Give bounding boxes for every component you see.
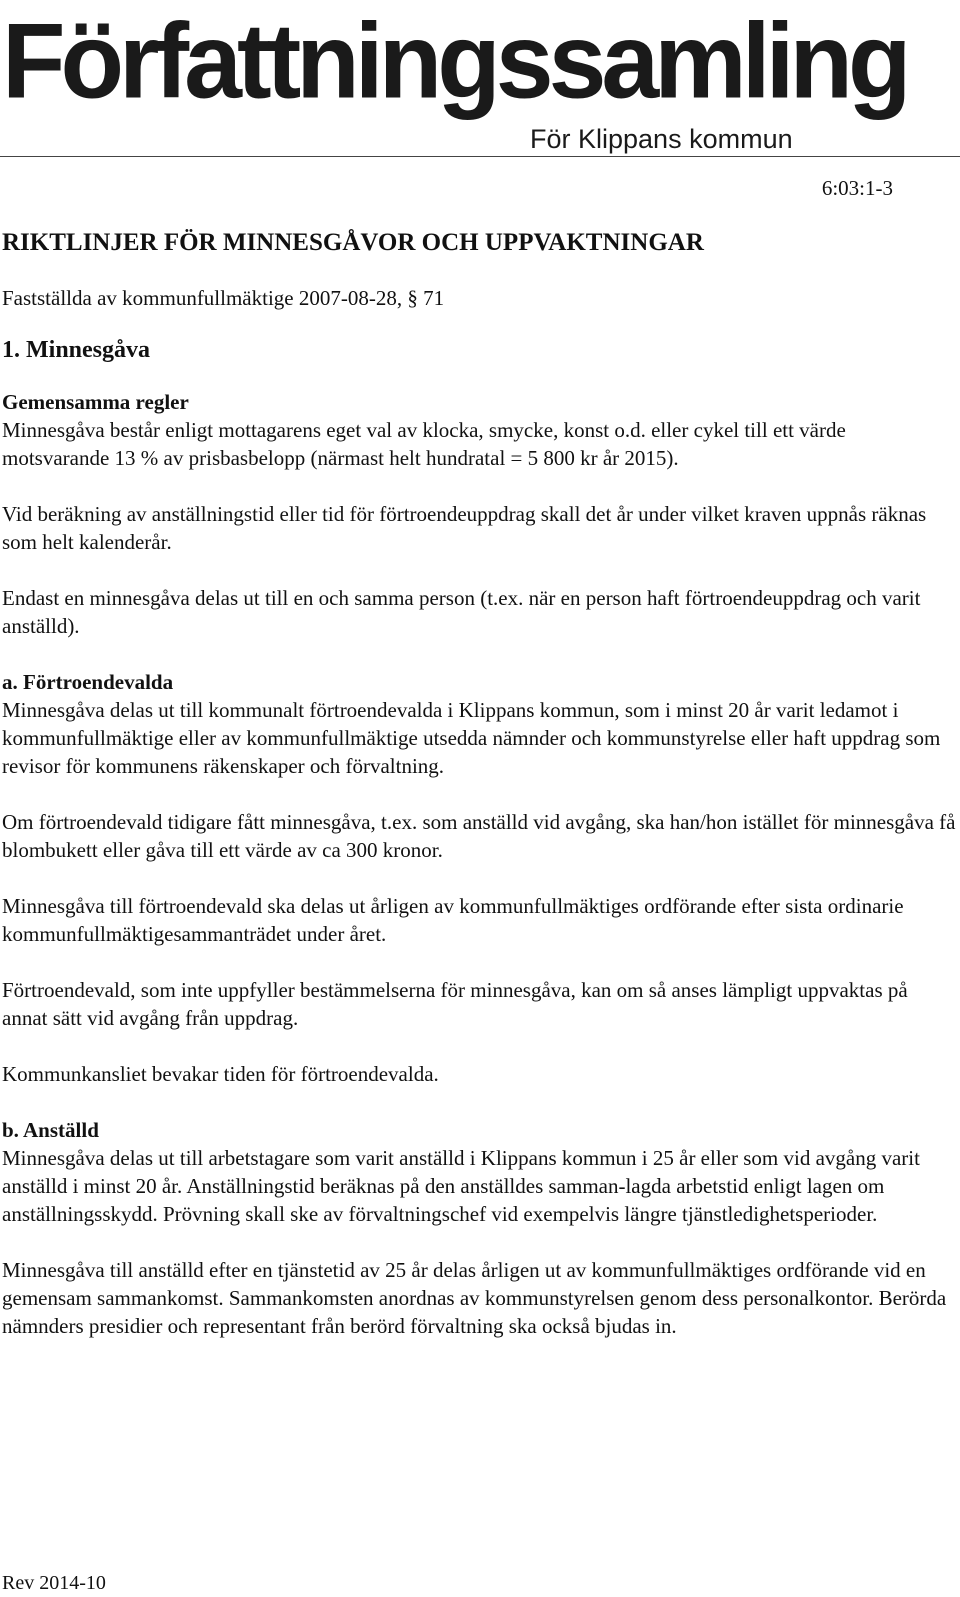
section-a-heading: a. Förtroendevalda <box>2 670 174 694</box>
common-rules-heading: Gemensamma regler <box>2 390 189 414</box>
section-a-paragraph-5: Kommunkansliet bevakar tiden för förtroendevalda. <box>2 1062 439 1086</box>
section-b-paragraph-2: Minnesgåva till anställd efter en tjänstetid av 25 år delas årligen ut av kommunfullmäktiges ordförande vid en gemensam sammankomst. Sammankomsten anordnas av kommunstyrelsen genom dess personalkontor. Berörda nämnders presidier och representant från berörd förvaltning ska också bjudas in. <box>2 1258 947 1338</box>
section-a-paragraph-4: Förtroendevald, som inte uppfyller bestämmelserna för minnesgåva, kan om så anses lämpligt uppvaktas på annat sätt vid avgång från uppdrag. <box>2 978 908 1030</box>
revision-footer: Rev 2014-10 <box>2 1572 106 1594</box>
section-b-heading: b. Anställd <box>2 1118 99 1142</box>
section-a-paragraph-3: Minnesgåva till förtroendevald ska delas ut årligen av kommunfullmäktiges ordförande efter sista ordinarie kommunfullmäktigesammanträdet under året. <box>2 894 904 946</box>
logo-title: Författningssamling <box>2 1 907 122</box>
document-body <box>2 226 956 1368</box>
logo-subtitle: För Klippans kommun <box>530 124 793 154</box>
section-b-paragraph-1: Minnesgåva delas ut till arbetstagare som varit anställd i Klippans kommun i 25 år eller som vid avgång varit anställd i minst 20 år. Anställningstid beräknas på den anställdes samman-lagda arbetstid enligt lagen om anställningsskydd. Prövning skall ske av förvaltningschef vid exempelvis längre tjänstledighetsperioder. <box>2 1146 920 1226</box>
document-number: 6:03:1-3 <box>821 176 893 200</box>
section-a-paragraph-1: Minnesgåva delas ut till kommunalt förtroendevalda i Klippans kommun, som i minst 20 år varit ledamot i kommunfullmäktige eller av kommunfullmäktige utsedda nämnder och kommunstyrelse eller haft uppdrag som revisor för kommunens räkenskaper och förvaltning. <box>2 698 941 778</box>
page-header <box>0 0 960 158</box>
common-paragraph-3: Endast en minnesgåva delas ut till en och samma person (t.ex. när en person haft förtroendeuppdrag och varit anställd). <box>2 586 921 638</box>
common-paragraph-1: Minnesgåva består enligt mottagarens eget val av klocka, smycke, konst o.d. eller cykel till ett värde motsvarande 13 % av prisbasbelopp (närmast helt hundratal = 5 800 kr år 2015). <box>2 418 846 470</box>
section-a-paragraph-2: Om förtroendevald tidigare fått minnesgåva, t.ex. som anställd vid avgång, ska han/hon istället för minnesgåva få blombukett eller gåva till ett värde av ca 300 kronor. <box>2 810 956 862</box>
section-title: 1. Minnesgåva <box>2 337 151 363</box>
document-title: RIKTLINJER FÖR MINNESGÅVOR OCH UPPVAKTNINGAR <box>2 229 704 256</box>
common-paragraph-2: Vid beräkning av anställningstid eller tid för förtroendeuppdrag skall det år under vilket kraven uppnås räknas som helt kalenderår. <box>2 502 927 554</box>
header-divider <box>0 156 960 157</box>
adoption-note: Fastställda av kommunfullmäktige 2007-08-28, § 71 <box>2 286 445 310</box>
